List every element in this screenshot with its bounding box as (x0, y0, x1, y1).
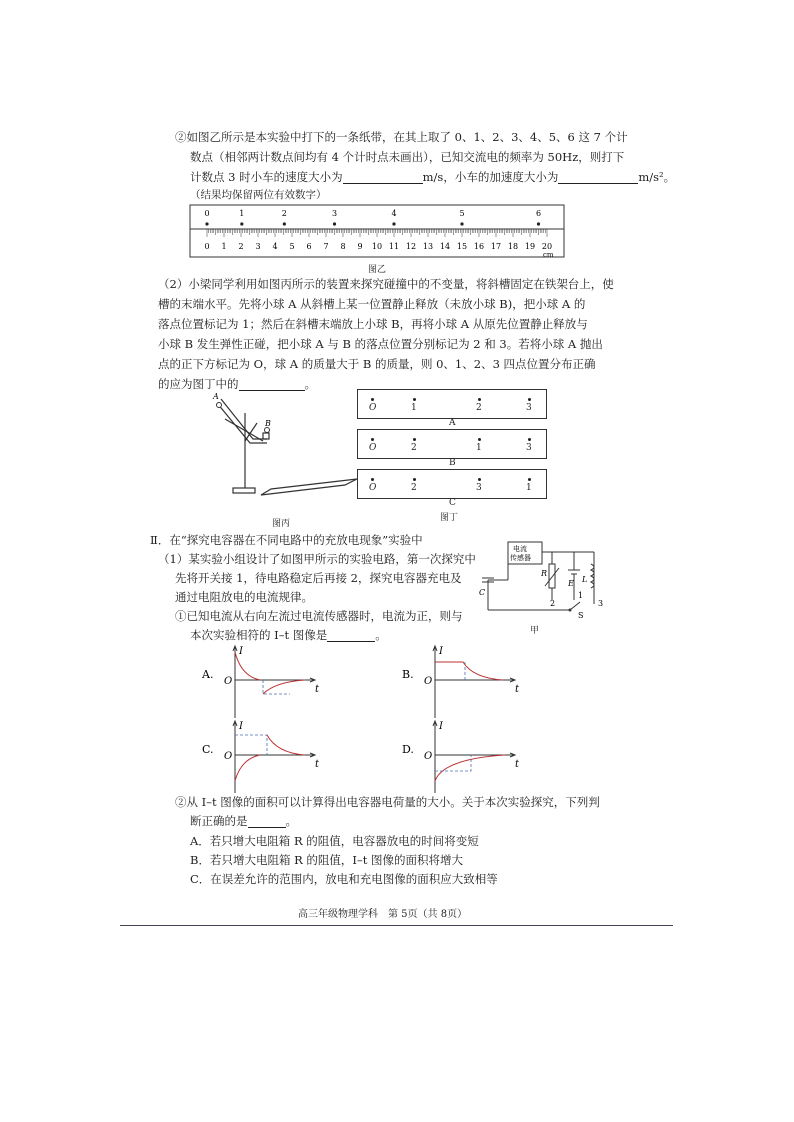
circuit-diagram (478, 540, 618, 630)
paper-tape-figure (190, 203, 570, 261)
ruler-label: 10 (371, 242, 383, 251)
svg-text:E: E (568, 579, 574, 588)
ball-b-label: B (265, 419, 271, 428)
option-label: B (449, 458, 456, 468)
figure-caption: 图丙 (272, 519, 291, 529)
chute (217, 403, 267, 443)
ruler-label: 17 (490, 242, 502, 251)
option-label: D. (402, 743, 414, 756)
count-point (240, 222, 243, 225)
x-axis-label: t (515, 759, 520, 770)
origin-label: O (424, 676, 433, 687)
svg-text:1: 1 (578, 591, 584, 600)
ruler-label: 8 (340, 242, 346, 251)
ruler-label: 0 (204, 242, 210, 251)
option-strip-c: O 2 3 1 (357, 469, 547, 499)
origin-label: O (224, 751, 233, 762)
landing-paper (261, 479, 357, 495)
q-text-line: 先将开关接 1，待电路稳定后再接 2，探究电容器充电及 (175, 571, 462, 585)
count-point (205, 222, 208, 225)
q-text-line: 计数点 3 时小车的速度大小为 m/s，小车的加速度大小为 m/s²。 (190, 170, 676, 184)
q-text-line: 数点（相邻两计数点间均有 4 个计时点未画出），已知交流电的频率为 50Hz，则打下 (190, 150, 625, 164)
option-label: A (449, 418, 456, 428)
x-axis-label: t (515, 684, 520, 695)
q-text-line: 的应为图丁中的 。 (158, 377, 316, 391)
option-strip-b: O 2 1 3 (357, 429, 547, 459)
count-point-label: 5 (459, 209, 465, 218)
count-point-label: 1 (239, 209, 245, 218)
sensor-label: 传感器 (510, 554, 531, 562)
figure-caption: 图乙 (368, 265, 387, 275)
choice-a[interactable]: A．若只增大电阻箱 R 的阻值，电容器放电的时间将变短 (190, 834, 479, 848)
answer-blank[interactable] (239, 378, 305, 391)
y-axis-label: I (239, 721, 243, 732)
stand-base (233, 488, 255, 493)
q-note: （结果均保留两位有效数字） (190, 189, 327, 201)
switch-marker (263, 680, 290, 694)
count-point (333, 222, 336, 225)
ruler-label: 9 (357, 242, 363, 251)
svg-text:C: C (479, 588, 486, 597)
clamp-arm (225, 419, 263, 441)
ruler-label: 12 (405, 242, 417, 251)
svg-text:L: L (582, 575, 588, 584)
count-point (392, 222, 395, 225)
q-text-line: （2）小梁同学利用如图丙所示的装置来探究碰撞中的不变量，将斜槽固定在铁架台上，使 (158, 277, 614, 291)
figure-caption: 甲 (530, 626, 540, 636)
ruler-label: 13 (422, 242, 434, 251)
count-point (537, 222, 540, 225)
switch-marker (435, 755, 471, 771)
resistor-box (549, 564, 555, 588)
apparatus-figure (205, 393, 365, 503)
q-text-line: ②从 I–t 图像的面积可以计算得出电容器电荷量的大小。关于本次实验探究，下列判 (175, 795, 600, 809)
i-t-graph-options (190, 645, 530, 775)
chute-end (263, 433, 269, 439)
tape-strip (190, 205, 564, 229)
count-point (460, 222, 463, 225)
x-axis-label: t (315, 759, 320, 770)
ruler-label: 19 (524, 242, 536, 251)
discharge-curve (263, 680, 305, 694)
current-curve (435, 662, 503, 680)
q-text-line: 槽的末端水平。先将小球 A 从斜槽上某一位置静止释放（未放小球 B)，把小球 A 的 (158, 297, 586, 311)
y-axis-label: I (439, 721, 443, 732)
ruler-label: 5 (289, 242, 295, 251)
switch-marker (435, 662, 465, 680)
answer-blank[interactable] (343, 171, 423, 184)
ruler-label: 15 (456, 242, 468, 251)
footer-rule (120, 925, 673, 926)
q-text-line: 通过电阻放电的电流规律。 (175, 590, 313, 604)
count-point-label: 6 (535, 209, 542, 218)
ruler-label: 2 (238, 242, 244, 251)
origin-label: O (424, 751, 433, 762)
charge-curve (235, 755, 260, 781)
option-label: C (449, 498, 456, 508)
answer-blank[interactable] (327, 629, 375, 642)
origin-label: O (224, 676, 233, 687)
count-point (283, 222, 286, 225)
svg-text:S: S (578, 611, 584, 620)
y-axis-label: I (239, 646, 243, 657)
switch-blade (570, 602, 580, 610)
q-text-line: 落点位置标记为 1；然后在斜槽末端放上小球 B，再将小球 A 从原先位置静止释放与 (158, 317, 588, 331)
ruler-label: 20 (541, 242, 553, 251)
section-title: Ⅱ．在“探究电容器在不同电路中的充放电现象”实验中 (150, 533, 423, 547)
y-axis-label: I (439, 646, 443, 657)
ruler-label: 4 (272, 242, 278, 251)
count-point-label: 3 (331, 209, 338, 218)
choice-b[interactable]: B．若只增大电阻箱 R 的阻值，I–t 图像的面积将增大 (190, 853, 463, 867)
ruler-label: 14 (439, 242, 451, 251)
switch-marker (235, 735, 267, 755)
option-label: C. (202, 743, 214, 756)
ball-a-label: A (213, 392, 219, 401)
chute-inner (221, 399, 267, 439)
svg-text:R: R (541, 569, 548, 578)
option-label: A. (202, 668, 214, 681)
sensor-label: 电流 (513, 545, 527, 553)
q-text-line: 小球 B 发生弹性正碰，把小球 A 与 B 的落点位置分别标记为 2 和 3。若将小球 A 抛出 (158, 337, 603, 351)
q-text-line: （1）某实验小组设计了如图甲所示的实验电路，第一次探究中 (158, 552, 476, 566)
ruler-label: 18 (507, 242, 519, 251)
answer-blank[interactable] (248, 815, 286, 828)
choice-c[interactable]: C．在误差允许的范围内，放电和充电图像的面积应大致相等 (190, 872, 498, 886)
q-text-line: 点的正下方标记为 O，球 A 的质量大于 B 的质量，则 0、1、2、3 四点位置分布正确 (158, 357, 596, 371)
page-footer: 高三年级物理学科 第 5页（共 8页） (298, 909, 468, 920)
q-text-line: ①已知电流从右向左流过电流传感器时，电流为正，则与 (175, 609, 463, 623)
count-point-label: 4 (391, 209, 397, 218)
ruler-unit: cm (543, 251, 554, 259)
current-curve (435, 755, 505, 781)
ruler-label: 1 (221, 242, 227, 251)
answer-blank[interactable] (558, 171, 638, 184)
ruler-label: 7 (323, 242, 329, 251)
q-text-line: ②如图乙所示是本实验中打下的一条纸带，在其上取了 0、1、2、3、4、5、6 这 7 个计 (175, 130, 628, 144)
figure-caption: 图丁 (440, 513, 459, 523)
x-axis-label: t (315, 684, 320, 695)
svg-text:2: 2 (550, 599, 556, 608)
ruler-label: 6 (306, 242, 312, 251)
q-text-line: 本次实验相符的 I–t 图像是 。 (190, 628, 387, 642)
count-point-label: 2 (281, 209, 287, 218)
svg-text:3: 3 (598, 599, 604, 608)
ruler-label: 3 (255, 242, 261, 251)
ruler-label: 11 (388, 242, 400, 251)
option-label: B. (402, 668, 414, 681)
ruler-label: 16 (473, 242, 485, 251)
discharge-curve (267, 735, 305, 755)
option-strip-a: O 1 2 3 (357, 389, 547, 419)
q-text-line: 断正确的是 。 (190, 814, 297, 828)
count-point-label: 0 (204, 209, 210, 218)
